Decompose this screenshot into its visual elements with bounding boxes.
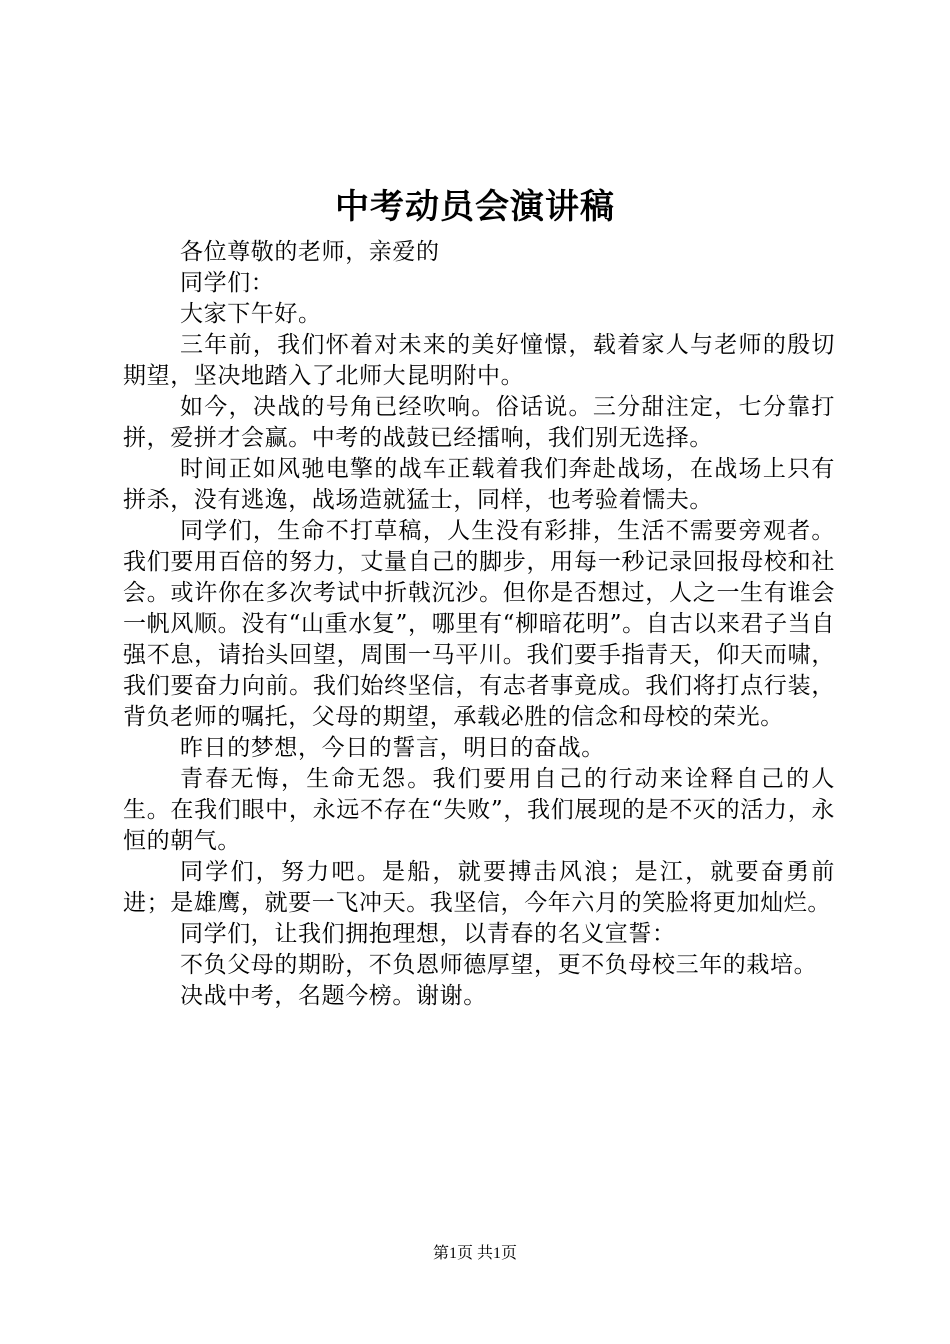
paragraph-embrace-ideals: 同学们，让我们拥抱理想，以青春的名义宣誓： [180,921,676,947]
paragraph-time-chariot: 时间正如风驰电擎的战车正载着我们奔赴战场，在战场上只有拼杀，没有逃逸，战场造就猛士，同样，也考验着懦夫。 [123,456,835,513]
paragraph-youth-no-regret: 青春无悔，生命无怨。我们要用自己的行动来诠释自己的人生。在我们眼中，永远不存在“失败”，我们展现的是不灭的活力，永恒的朝气。 [123,766,835,854]
paragraph-vow: 不负父母的期盼，不负恩师德厚望，更不负母校三年的栽培。 [180,952,818,978]
paragraph-work-hard: 同学们，努力吧。是船，就要搏击风浪；是江，就要奋勇前进；是雄鹰，就要一飞冲天。我坚信，今年六月的笑脸将更加灿烂。 [123,859,835,916]
paragraph-three-years-ago: 三年前，我们怀着对未来的美好憧憬，载着家人与老师的殷切期望，坚决地踏入了北师大昆明附中。 [123,332,835,389]
paragraph-greeting: 各位尊敬的老师，亲爱的 [180,239,440,265]
paragraph-closing: 决战中考，名题今榜。谢谢。 [180,983,487,1009]
speech-body [123,237,835,1012]
paragraph-horn-sounded: 如今，决战的号角已经吹响。俗话说。三分甜注定，七分靠打拼，爱拼才会赢。中考的战鼓已经擂响，我们别无选择。 [123,394,835,451]
paragraph-life-no-draft: 同学们，生命不打草稿，人生没有彩排，生活不需要旁观者。我们要用百倍的努力，丈量自己的脚步，用每一秒记录回报母校和社会。或许你在多次考试中折戟沉沙。但你是否想过，人之一生有谁会一帆风顺。没有“山重水复”，哪里有“柳暗花明”。自古以来君子当自强不息，请抬头回望，周围一马平川。我们要手指青天，仰天而啸，我们要奋力向前。我们始终坚信，有志者事竟成。我们将打点行装，背负老师的嘱托，父母的期望，承载必胜的信念和母校的荣光。 [123,518,835,730]
paragraph-good-afternoon: 大家下午好。 [180,301,322,327]
paragraph-greeting-students: 同学们： [180,270,275,296]
page-footer: 第1页 共1页 [432,1245,517,1262]
paragraph-dreams-oath: 昨日的梦想，今日的誓言，明日的奋战。 [180,735,605,761]
document-title: 中考动员会演讲稿 [335,187,615,227]
